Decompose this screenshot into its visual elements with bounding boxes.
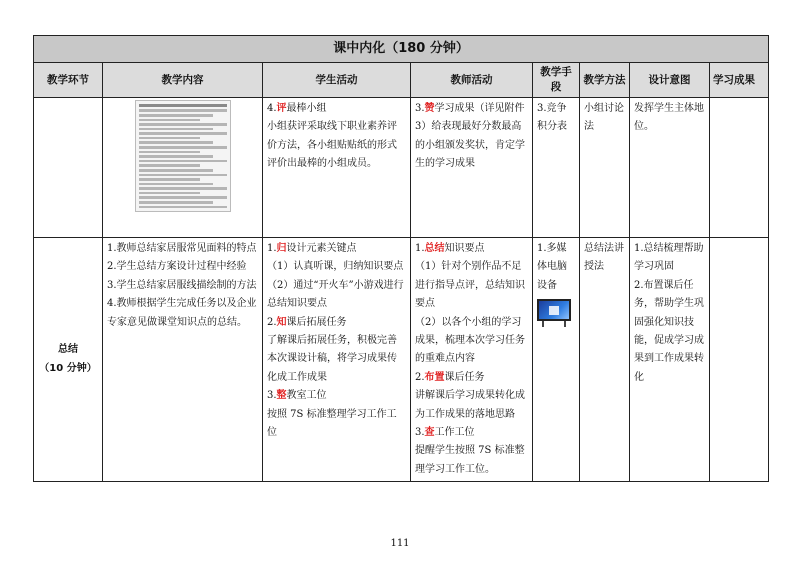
outcome-cell — [710, 98, 769, 238]
table-row — [34, 238, 769, 482]
header-student-activity: 学生活动 — [263, 63, 411, 98]
stage-cell — [34, 238, 103, 482]
stage-cell-empty — [34, 98, 103, 238]
student-activity-cell — [263, 98, 411, 238]
monitor-icon — [537, 299, 571, 327]
content-item: 1.教师总结家居服常见面料的特点 — [107, 243, 257, 254]
content-item: 4.教师根据学生完成任务以及企业专家意见做课堂知识点的总结。 — [107, 298, 257, 328]
header-teacher-activity: 教师活动 — [411, 63, 533, 98]
student-activity-cell: 1.归设计元素关键点 （1）认真听课，归纳知识要点 （2）通过“开火车”小游戏进行总结知识要点 2.知课后拓展任务 了解课后拓展任务，积极完善本次课设计稿，将学习成果传化成工作成果 3.整教室工位 按照 7S 标准整理学习工作工位 — [263, 238, 411, 482]
header-stage: 教学环节 — [34, 63, 103, 98]
teacher-step: 3.查工作工位 — [415, 427, 475, 439]
content-cell — [103, 98, 263, 238]
content-item: 3.学生总结家居服线描绘制的方法 — [107, 279, 257, 291]
student-step: 2.知课后拓展任务 — [267, 316, 347, 328]
header-intent: 设计意图 — [630, 63, 710, 98]
evaluation-sheet-thumbnail — [135, 100, 231, 212]
outcome-cell — [710, 238, 769, 482]
teacher-step: 2.布置课后任务 — [415, 371, 485, 383]
page-number: 111 — [390, 538, 410, 549]
student-step: 4.评最棒小组 — [267, 103, 327, 114]
content-item: 2.学生总结方案设计过程中经验 — [107, 261, 247, 273]
header-means: 教学手段 — [533, 63, 580, 98]
stage-name: 总结 — [58, 344, 78, 356]
method-cell: 小组讨论法 — [580, 98, 630, 238]
teacher-activity-cell: 1.总结知识要点 （1）针对个别作品不足进行指导点评，总结知识要点 （2）以各个小组的学习成果，梳理本次学习任务的重难点内容 2.布置课后任务 讲解课后学习成果转化成为工作成果的落地思路 3.查工作工位 提醒学生按照 7S 标准整理学习工作工位。 — [411, 238, 533, 482]
header-content: 教学内容 — [103, 63, 263, 98]
means-cell: 3.竞争积分表 — [533, 98, 580, 238]
teacher-activity-cell: 3.赞学习成果（详见附件3）给表现最好分数最高的小组颁发奖状，肯定学生的学习成果 — [411, 98, 533, 238]
header-method: 教学方法 — [580, 63, 630, 98]
table-row — [34, 98, 769, 238]
content-cell — [103, 238, 263, 482]
student-step: 1.归设计元素关键点 — [267, 243, 357, 254]
means-cell: 1.多媒体电脑设备 — [533, 238, 580, 482]
stage-time: （10 分钟） — [39, 362, 97, 374]
lesson-plan-table — [33, 35, 769, 482]
intent-cell: 发挥学生主体地位。 — [630, 98, 710, 238]
method-cell: 总结法讲授法 — [580, 238, 630, 482]
student-step: 3.整教室工位 — [267, 390, 327, 402]
teacher-step: 1.总结知识要点 — [415, 243, 485, 254]
intent-cell: 1.总结梳理帮助学习巩固 2.布置课后任务，帮助学生巩固强化知识技能，促成学习成果到工作成果转化 — [630, 238, 710, 482]
header-outcome: 学习成果 — [710, 63, 769, 98]
student-step-text: 小组获评采取线下职业素养评价方法，各小组贴贴纸的形式评价出最棒的小组成员。 — [267, 121, 397, 170]
table-title: 课中内化（180 分钟） — [34, 36, 769, 63]
